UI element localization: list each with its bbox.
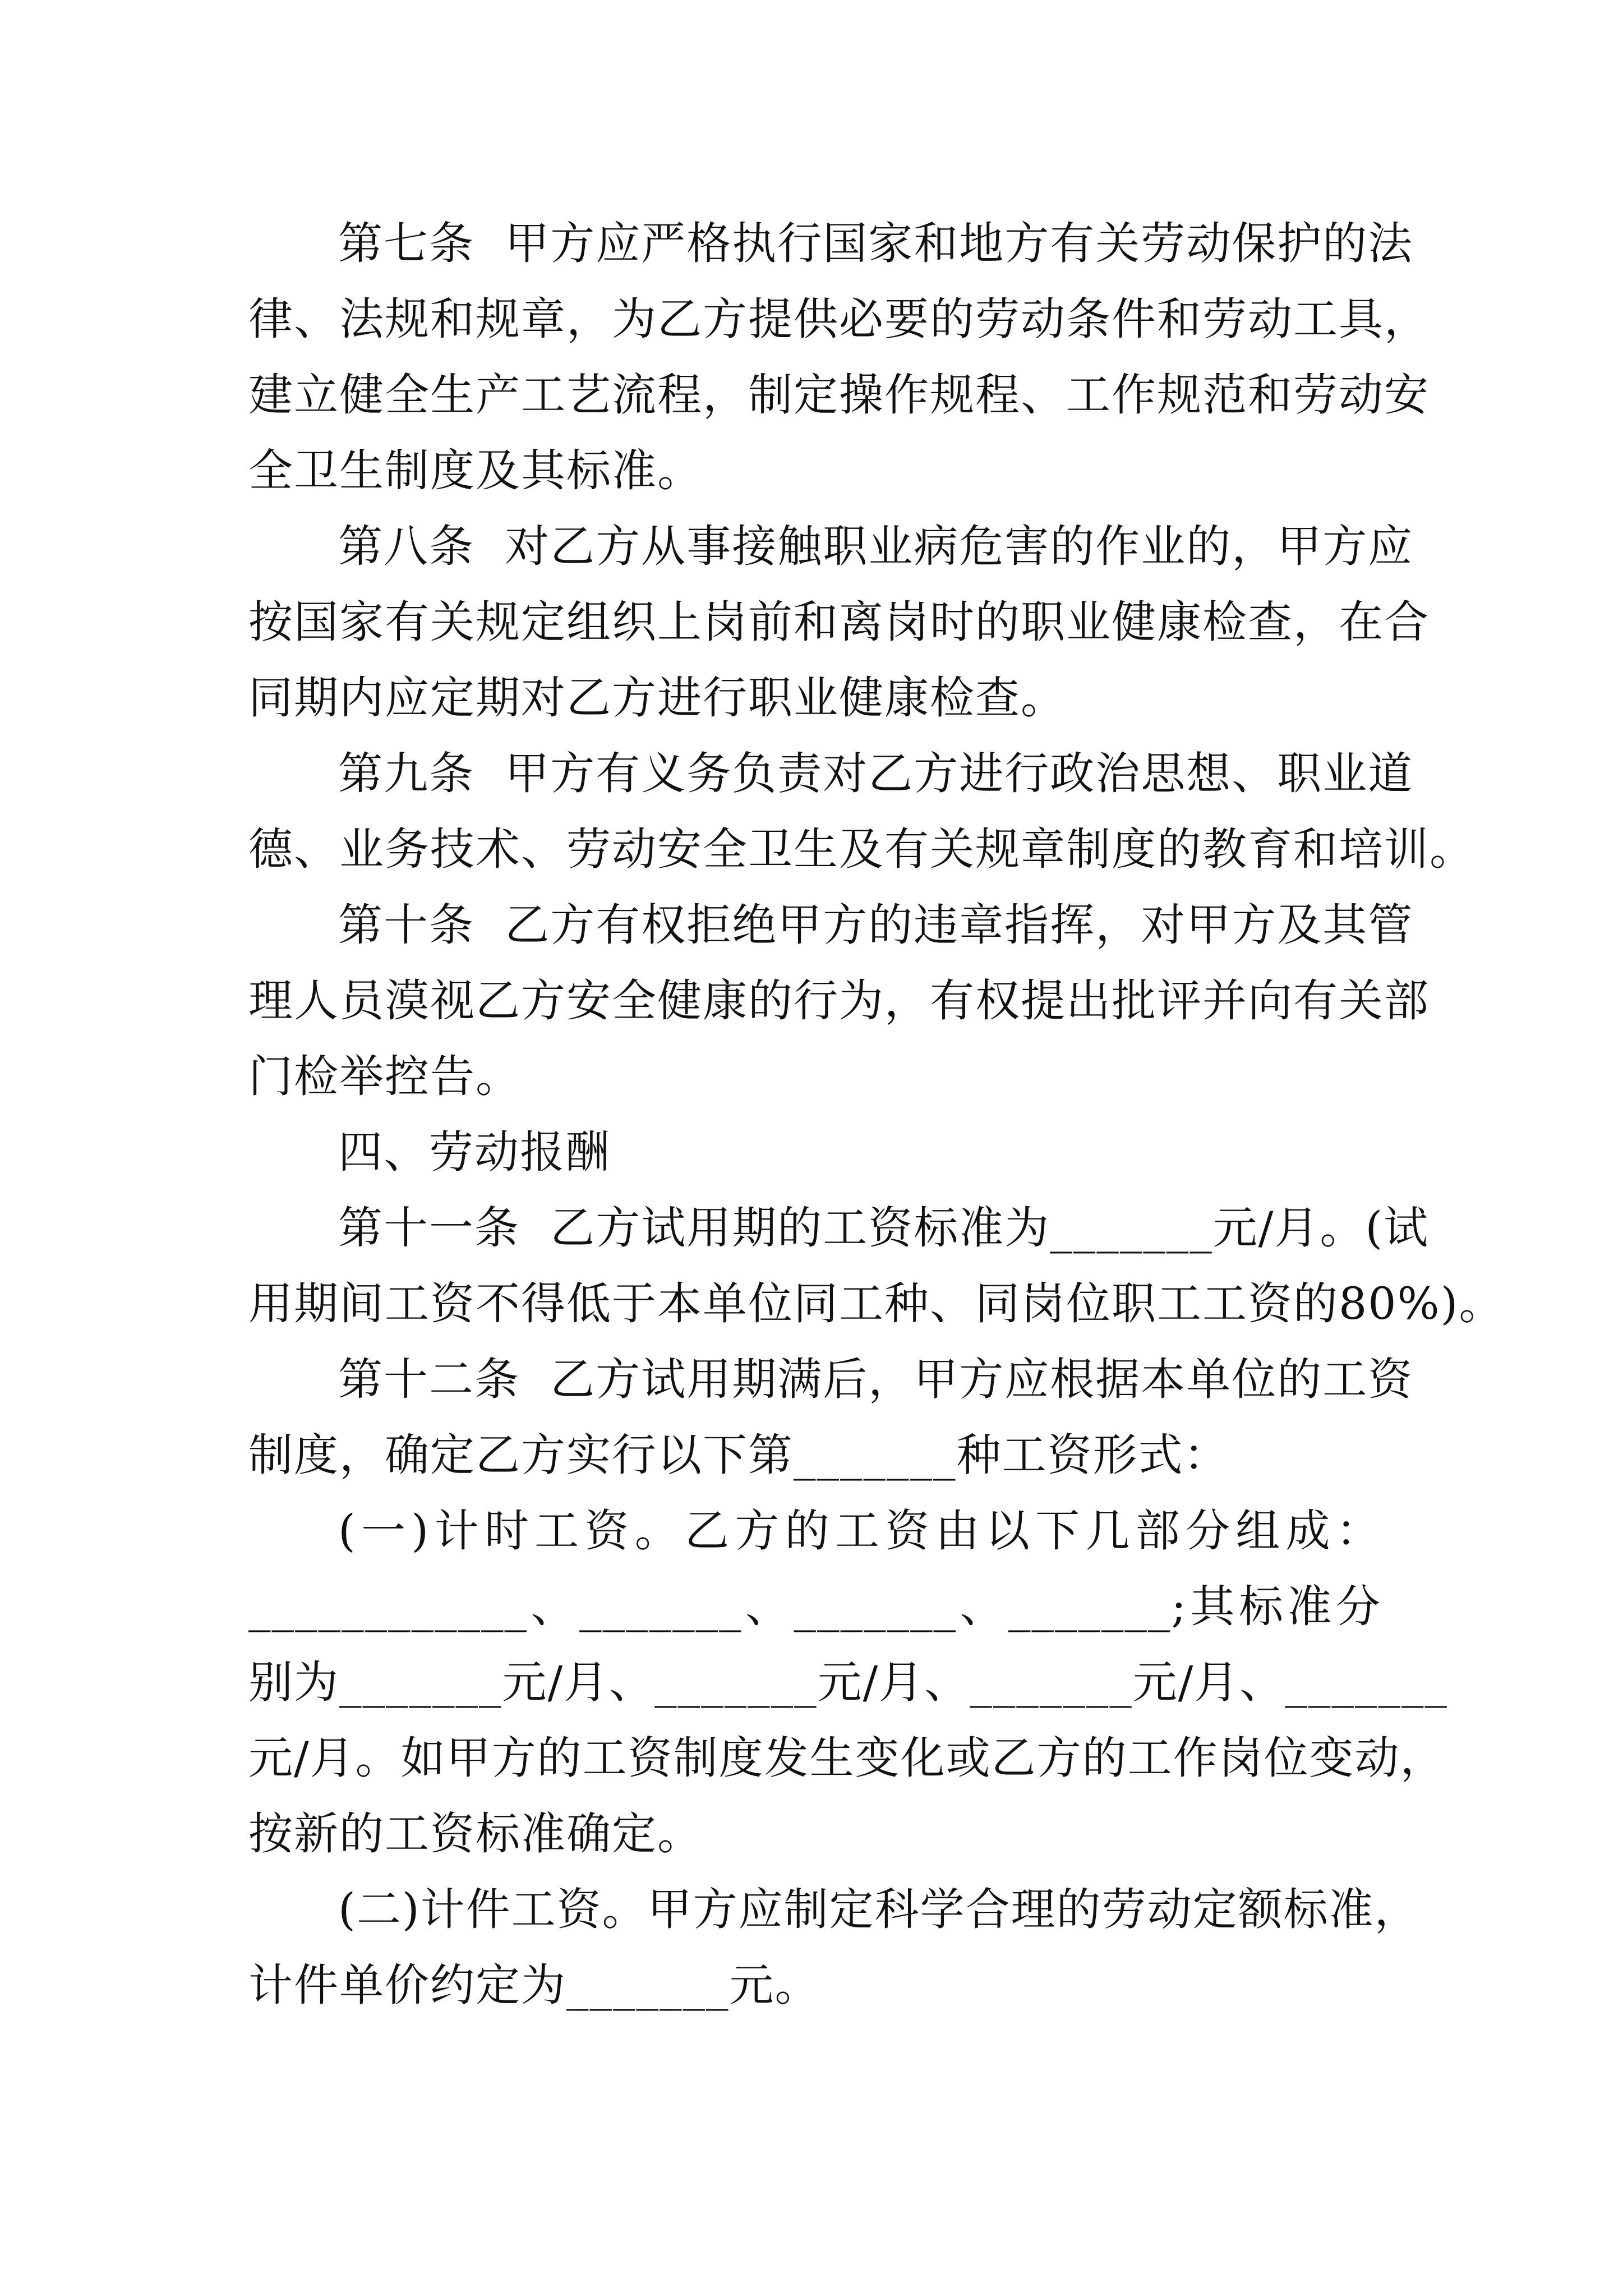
article-7-line-1: 第七条 甲方应严格执行国家和地方有关劳动保护的法 [338,218,1414,269]
article-11-line-2: 用期间工资不得低于本单位同工种、同岗位职工工资的80%)。 [248,1278,1505,1329]
piece-wage-line-2: 计件单价约定为_______元。 [248,1959,820,2011]
time-wage-line-1: (一)计时工资。乙方的工资由以下几部分组成： [338,1505,1381,1557]
article-7-line-2: 律、法规和规章，为乙方提供必要的劳动条件和劳动工具， [248,293,1430,345]
article-11-line-1: 第十一条 乙方试用期的工资标准为_______元/月。(试 [338,1202,1430,1254]
time-wage-line-4: 元/月。如甲方的工资制度发生变化或乙方的工作岗位变动， [248,1732,1446,1784]
time-wage-line-3: 别为_______元/月、_______元/月、_______元/月、_______ [248,1657,1448,1708]
article-9-line-2: 德、业务技术、劳动安全卫生及有关规章制度的教育和培训。 [248,823,1475,875]
section-4-heading: 四、劳动报酬 [338,1126,611,1178]
article-7-line-3: 建立健全生产工艺流程，制定操作规程、工作规范和劳动安 [248,369,1430,421]
article-10-line-2: 理人员漠视乙方安全健康的行为，有权提出批评并向有关部 [248,975,1430,1027]
article-8-line-3: 同期内应定期对乙方进行职业健康检查。 [248,672,1066,724]
article-8-line-2: 按国家有关规定组织上岗前和离岗时的职业健康检查，在合 [248,596,1430,648]
article-12-line-2: 制度，确定乙方实行以下第_______种工资形式： [248,1429,1229,1481]
piece-wage-line-1: (二)计件工资。甲方应制定科学合理的劳动定额标准， [338,1884,1420,1935]
article-10-line-1: 第十条 乙方有权拒绝甲方的违章指挥，对甲方及其管 [338,899,1414,951]
article-10-line-3: 门检举控告。 [248,1051,521,1102]
article-9-line-1: 第九条 甲方有义务负责对乙方进行政治思想、职业道 [338,748,1414,799]
article-8-line-1: 第八条 对乙方从事接触职业病危害的作业的，甲方应 [338,521,1414,572]
article-7-line-4: 全卫生制度及其标准。 [248,445,703,496]
time-wage-line-2: ____________、_______、_______、_______;其标准分 [248,1581,1381,1632]
article-12-line-1: 第十二条 乙方试用期满后，甲方应根据本单位的工资 [338,1354,1414,1405]
time-wage-line-5: 按新的工资标准确定。 [248,1808,703,1860]
